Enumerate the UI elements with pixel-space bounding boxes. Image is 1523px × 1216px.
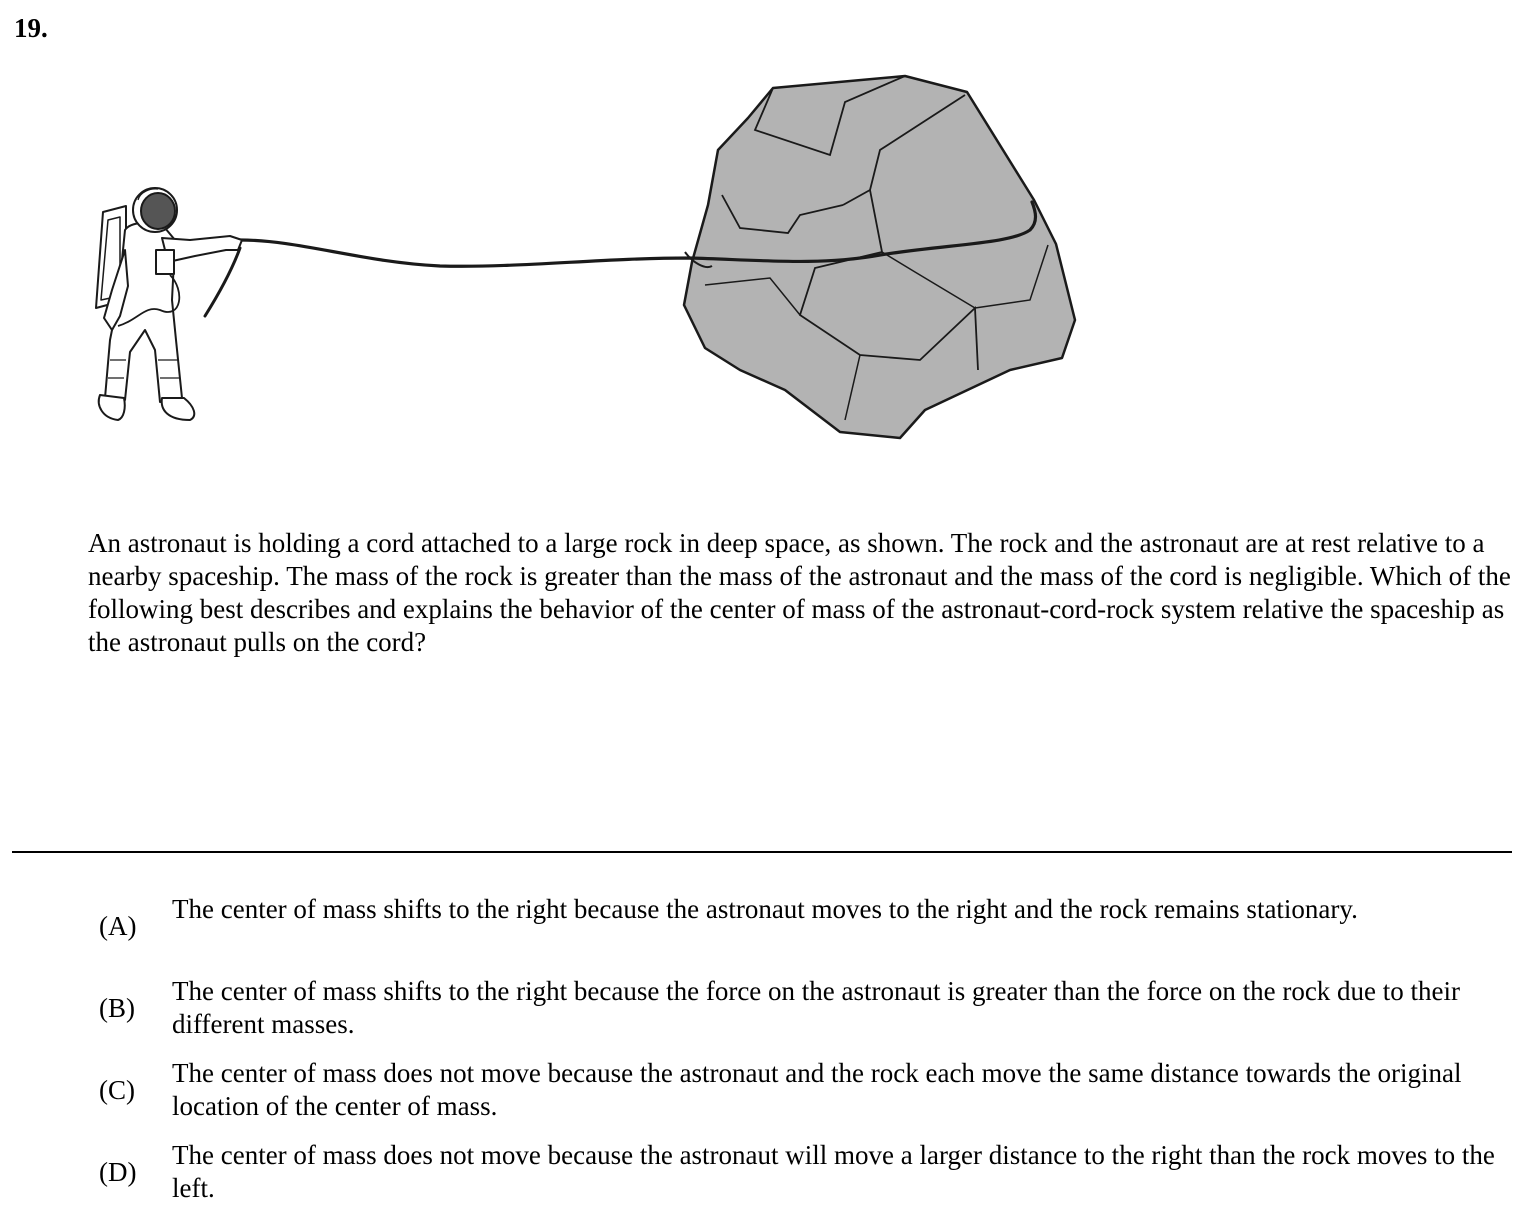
question-stem: An astronaut is holding a cord attached to a large rock in deep space, as shown. The rock and the astronaut are at rest relative to a nearby spaceship. The mass of the rock is greater than the mass of the astronaut and the mass of the cord is negligible. Which of the following best describes and explains the behavior of the center of mass of the astronaut-cord-rock system relative the spaceship as the astronaut pulls on the cord?	[88, 528, 1511, 657]
question-number: 19.	[14, 13, 48, 43]
choice-letter: (B)	[99, 993, 135, 1023]
choice-text: The center of mass shifts to the right because the astronaut moves to the right and the rock remains stationary.	[172, 894, 1358, 924]
choice-text: The center of mass does not move because the astronaut and the rock each move the same distance towards the original location of the center of mass.	[172, 1058, 1462, 1121]
choice-text: The center of mass shifts to the right because the force on the astronaut is greater than the force on the rock due to their different masses.	[172, 976, 1461, 1039]
divider-line	[12, 851, 1512, 853]
astronaut-rock-figure	[80, 68, 1090, 448]
rock-illustration	[684, 76, 1075, 438]
choice-text: The center of mass does not move because the astronaut will move a larger distance to the right than the rock moves to the left.	[172, 1140, 1495, 1203]
choice-letter: (A)	[99, 911, 137, 941]
astronaut-illustration	[96, 188, 242, 420]
choice-letter: (D)	[99, 1157, 137, 1187]
choice-letter: (C)	[99, 1075, 135, 1105]
